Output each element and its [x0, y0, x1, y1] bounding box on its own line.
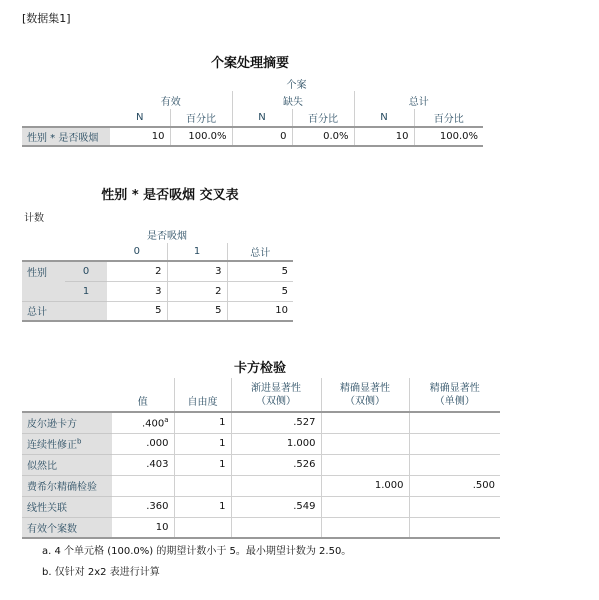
header-df: 自由度 [174, 378, 231, 412]
value-cell [321, 454, 409, 475]
crosstab-unit: 计数 [24, 213, 44, 224]
value-cell [409, 412, 500, 433]
row-label-text: 似然比 [27, 461, 57, 472]
chi-square-row [22, 517, 500, 538]
value-cell [174, 517, 231, 538]
row-label-text: 连续性修正 [27, 440, 77, 451]
value-cell [174, 433, 231, 454]
row-label [22, 517, 112, 538]
value-cell [174, 454, 231, 475]
value-cell [321, 475, 409, 496]
case-group-header: 个案 [286, 80, 307, 91]
value-text: .000 [146, 438, 169, 449]
value-text: .549 [293, 501, 316, 512]
total-header: 总计 [227, 243, 293, 261]
chi-square-row [22, 433, 500, 454]
value-cell [231, 517, 321, 538]
sub-header: N [354, 109, 414, 127]
row-label: 性别 * 是否吸烟 [22, 127, 110, 146]
value-cell [409, 433, 500, 454]
value-cell: 3 [107, 281, 167, 301]
case-summary-table [22, 76, 483, 147]
value-cell [321, 433, 409, 454]
row-var-label: 性别 [22, 261, 65, 281]
value-cell: 2 [155, 265, 162, 277]
chi-square-row [22, 454, 500, 475]
value-cell: 100.0% [170, 127, 232, 146]
total-row-label: 总计 [22, 301, 107, 321]
value-text: .403 [146, 459, 169, 470]
value-text: 1 [219, 417, 226, 429]
value-cell: 5 [227, 261, 293, 281]
value-text: 1.000 [374, 480, 404, 491]
row-label [22, 433, 112, 454]
footnote-a: a. 4 个单元格 (100.0%) 的期望计数小于 5。最小期望计数为 2.50。 [42, 546, 352, 557]
value-cell: 2 [167, 281, 227, 301]
value-cell: 10 [227, 301, 293, 321]
header-value: 值 [137, 397, 148, 408]
row-label-text: 皮尔逊卡方 [27, 419, 77, 431]
value-text: .500 [472, 480, 495, 491]
value-text: .360 [146, 501, 169, 512]
value-cell [231, 496, 321, 517]
chi-square-table [22, 378, 500, 539]
row-label: 1 [65, 281, 107, 301]
value-text: 1 [219, 438, 226, 449]
chi-square-title: 卡方检验 [233, 361, 286, 376]
value-cell [174, 475, 231, 496]
col-group-valid: 有效 [160, 96, 181, 108]
header-exact-2sided: 精确显著性 （双侧） [321, 378, 409, 412]
value-cell [409, 475, 500, 496]
value-cell [409, 517, 500, 538]
sub-header: N [232, 109, 292, 127]
row-label [22, 454, 112, 475]
value-cell: 5 [167, 301, 227, 321]
value-cell: 10 [354, 127, 414, 146]
row-label: 0 [65, 261, 107, 281]
value-cell: 5 [227, 281, 293, 301]
value-cell: 0 [232, 127, 292, 146]
col-group-missing: 缺失 [232, 91, 354, 109]
value-text: 1 [219, 459, 226, 470]
value-cell [112, 412, 174, 433]
chi-square-row [22, 496, 500, 517]
value-cell [112, 475, 174, 496]
value-text: 1.000 [286, 438, 316, 449]
value-cell: 0.0% [292, 127, 354, 146]
value-cell [231, 454, 321, 475]
chi-square-row [22, 412, 500, 433]
value-cell: 10 [151, 131, 165, 142]
value-cell [409, 454, 500, 475]
value-cell [174, 412, 231, 433]
value-cell [112, 454, 174, 475]
value-cell [112, 517, 174, 538]
crosstab-table [22, 225, 293, 322]
crosstab-title: 性别 * 是否吸烟 交叉表 [101, 188, 239, 203]
value-text: 1 [219, 501, 226, 512]
value-text: .400 [141, 418, 165, 430]
dataset-label: [数据集1] [22, 12, 71, 25]
value-cell [231, 412, 321, 433]
value-cell: 5 [107, 301, 167, 321]
value-cell [174, 496, 231, 517]
value-cell [321, 412, 409, 433]
value-cell [321, 496, 409, 517]
value-cell [409, 496, 500, 517]
sub-header: 百分比 [292, 109, 354, 127]
value-cell [231, 433, 321, 454]
header-exact-1sided: 精确显著性 （单侧） [409, 378, 500, 412]
value-cell: 3 [167, 261, 227, 281]
row-label [22, 475, 112, 496]
chi-square-row [22, 475, 500, 496]
col-group-total: 总计 [354, 91, 483, 109]
sub-header: 百分比 [170, 109, 232, 127]
sub-header: N [136, 112, 144, 123]
case-summary-title: 个案处理摘要 [210, 56, 289, 71]
row-label-text: 费希尔精确检验 [27, 482, 97, 493]
value-text: .527 [293, 417, 316, 429]
value-cell: 100.0% [414, 127, 483, 146]
footnote-b: b. 仅针对 2x2 表进行计算 [42, 567, 160, 578]
col-var-header: 是否吸烟 [147, 230, 187, 242]
row-label [22, 412, 112, 433]
value-text: 10 [155, 521, 169, 533]
row-label-text: 线性关联 [27, 503, 67, 514]
col-header: 0 [133, 246, 140, 257]
value-cell [112, 496, 174, 517]
value-text: .526 [293, 459, 316, 470]
header-asym-sig: 渐进显著性 （双侧） [231, 378, 321, 412]
footnote-marker: a [164, 416, 169, 425]
row-label-text: 有效个案数 [27, 523, 77, 535]
value-cell [321, 517, 409, 538]
col-header: 1 [167, 243, 227, 261]
sub-header: 百分比 [414, 109, 483, 127]
footnote-marker: b [77, 437, 82, 446]
row-label [22, 496, 112, 517]
value-cell [231, 475, 321, 496]
value-cell [112, 433, 174, 454]
